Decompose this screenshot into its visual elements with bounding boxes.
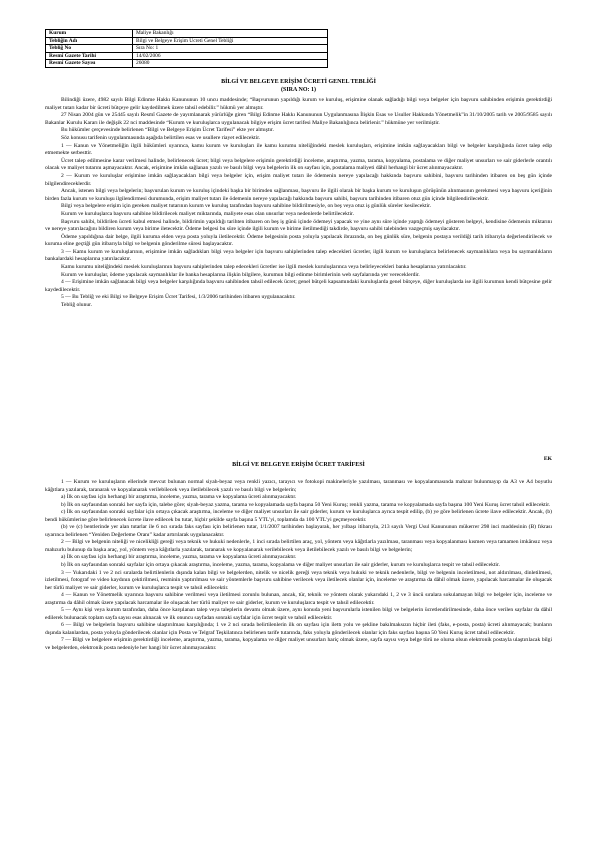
paragraph: Kurum ve kuruluşlar, ödeme yapılacak saymanlıklar ile banka hesaplarına ilişkin bilgilere, kurumun bilgi edinme birimlerinin web sayfalarında yer vereceklerdir. (61, 271, 420, 278)
table-row: Tebliğ No Sıra No: 1 (46, 45, 328, 53)
paragraph: b) İlk on sayfasından sonraki sayfalar için ortaya çıkacak araştırma, inceleme, yazma, tarama, kopyalama ve diğer maliyet unsurları ile sair giderler, kurum ve kuruluşlarca tespit ve tahsil edilecektir. (61, 562, 500, 569)
paragraph: 1 — Kanun ve Yönetmeliğin ilgili hükümleri uyarınca, kamu kurum ve kuruluşları ile kamu kurumu niteliğindeki meslek kuruluşları, erişimine imkân sağlayacakları bilgi ve belgeler karşılığında ücret talep edip etmemekte serbesttir. (45, 142, 552, 157)
paragraph: Bu hükümler çerçevesinde belirlenen “Bilgi ve Belgeye Erişim Ücret Tarifesi” ekte yer almıştır. (61, 127, 274, 134)
table-row: Resmî Gazete Sayısı 26080 (46, 60, 328, 68)
paragraph: 3 — Yukarıdaki 1 ve 2 nci sıralarda belirtilenlerin dışında kalan bilgi ve belgelerden, nitelik ve nicelik gereği veya teknik veya hukuki ve teknik nedenlerle, bilgi ve belgenin inceletilmesi, not aldırılması, dinletilmesi, izletilmesi, fotograf ve video kaydının çektirilmesi, resminin yaptırılması ve sair yöntemlerle başvuru sahibine verilecek veya iletilecek olanlar için, inceleme ve araştırma da dâhil olmak üzere, yapılacak harcamalar ile oluşacak her türlü maliyet ve sair giderler, kurum ve kuruluşlarca tespit ve tahsil edilecektir. (45, 569, 552, 591)
paragraph: Kurum ve kuruluşlarca başvuru sahibine bildirilecek maliyet miktarında, maliyete esas olan unsurlar veya nedenlerde belirtilecektir. (61, 210, 354, 217)
table-row: Resmî Gazete Tarihi 14/02/2006 (46, 52, 328, 60)
paragraph: 5 — Aynı kişi veya kurum tarafından, daha önce karşılanan talep veya taleplerin devamı olmak üzere, aynı konuda yeni başvurularla istenilen bilgi ve belgelerin ücretlendirilmesinde, daha önce verilen sayfalar da dâhil edilerek bulunacak toplam sayfa sayısı esas alınacak ve ilk onuncu sayfadan sonraki sayfalar için ücret tespit ve tahsil edilecektir. (45, 607, 552, 621)
paragraph: 7 — Bilgi ve belgelere erişimin gerektirdiği inceleme, araştırma, yazma, tarama, kopyalama ve diğer maliyet unsurları hariç olmak üzere, sayfa sayısı veya belge türü ne olursa olsun elektronik postayla ulaştırılacak bilgi ve belgelerden, elektronik posta nedeniyle her hangi bir ücret alınmayacaktır. (45, 637, 552, 652)
paragraph: 5 — Bu Tebliğ ve eki Bilgi ve Belgeye Erişim Ücret Tarifesi, 1/3/2006 tarihinden itibaren uygulanacaktır. (61, 294, 296, 301)
table-row: Kurum Maliye Bakanlığı (46, 30, 328, 38)
paragraph: 6 — Bilgi ve belgelerin başvuru sahibine ulaştırılması karşılığında; 1 ve 2 nci sırada belirtilenlerin ilk on sayfası için ilettı yolu ve şekline bakılmaksızın hiçbir ileti (faks, e-posta, posta) ücreti alınmayacak; bunların dışında kalanlardan, posta yoluyla gönderilecek olanlar için Posta ve Telgraf Teşkilatınca belirlenen tarife tutarında, faks yoluyla gönderilecek olanlar için faks sayfası başına 50 Yeni Kuruş ücret tahsil edilecektir. (45, 622, 552, 636)
paragraph: Ancak, istenen bilgi veya belgelerin; başvurulan kurum ve kuruluş içindeki başka bir birimden sağlanması, başvuru ile ilgili olarak bir başka kurum ve kuruluşun görüşünün alınmasının gerekmesi veya başvuru içeriğinin birden fazla kurum ve kuruluşu ilgilendirmesi durumunda, erişim maliyet tutarı ile ödemenin nereye yapılacağı hakkında başvuru sahibi, başvuru tarihinden itibaren otuz gün içinde bilgilendirilecektir. (45, 188, 552, 202)
regulation-info-table (45, 29, 328, 68)
paragraph: Başvuru sahibi, bildirilen ücreti kabul etmesi halinde, bildirimin yapıldığı tarihten itibaren on beş iş günü içinde ödemeyi yapacak ve yine aynı süre içinde yaptığı ödemeyi gösteren belgeyi, kendisine ödemenin miktarını ve nereye yatırılacağını bildiren kurum veya birime iletecektir. Ödeme belgesi bu süre içinde ilgili kurum ve birime iletilmediği takdirde, başvuru sahibi talebinden vazgeçmiş sayılacaktır. (45, 218, 552, 233)
paragraph: Bilgi veya belgelere erişim için gereken maliyet tutarının kurum ve kuruluş tarafından başvuru sahibine bildirilmesiyle, on beş veya otuz iş günlük süreler kesilecektir. (61, 203, 431, 210)
document-subtitle: (SIRA NO: 1) (280, 87, 316, 93)
document-title: BİLGİ VE BELGEYE ERİŞİM ÜCRETİ GENEL TEBLİĞİ (221, 79, 376, 85)
tariff-title: BİLGİ VE BELGEYE ERİŞİM ÜCRET TARİFESİ (232, 462, 365, 468)
paragraph: Ödeme yapıldığına dair belge, ilgili kuruma elden veya posta yoluyla iletilecektir. Ödeme belgesinin posta yoluyla yapılacak ibrazında, on beş günlük süre, belgenin postaya verildiği tarih itibarıyla değerlendirilecek ve kuruma eline geçtiği gün itibarıyla bilgi ve belgenin gönderilme süresi başlayacaktır. (45, 233, 552, 248)
paragraph: 3 — Kamu kurum ve kuruluşlarının, erişimine imkân sağladıkları bilgi veya belgeler için başvuru sahiplerinden talep edecekleri ücretler, ilgili kurum ve kuruluşlarca belirlenecek saymanlıklara veya bu saymanlıkların bankalardaki hesaplarına yatırılacaktır. (45, 248, 552, 263)
annex-label: EK (543, 456, 552, 462)
paragraph: a) İlk on sayfası için herhangi bir araştırma, inceleme, yazma, tarama ve kopyalama ücreti alınmayacaktır. (61, 494, 297, 501)
paragraph: Bilindiği üzere, 4982 sayılı Bilgi Edinme Hakkı Kanununun 10 uncu maddesinde; “Başvurunun yapıldığı kurum ve kuruluş, erişimine olanak sağladığı bilgi veya belgeler için başvuru sahibinden erişimin gerektirdiği maliyet tutarı kadar bir ücreti bütçeye gelir kaydedilmek üzere tahsil edebilir.” hükmü yer almıştır. (45, 97, 552, 111)
paragraph: 4 — Kanun ve Yönetmelik uyarınca başvuru sahibine verilmesi veya iletilmesi zorunlu bulunan, ancak, tür, teknik ve yöntem olarak yukarıdaki 1, 2 ve 3 üncü sıralara sokulamayan bilgi ve belgeler için, inceleme ve araştırma da dâhil olmak üzere yapılacak harcamalar ile oluşacak her türlü maliyet ve sair giderler, kurum ve kuruluşlarca tespit ve tahsil edilecektir. (45, 592, 552, 606)
paragraph: Tebliğ olunur. (61, 302, 93, 309)
paragraph: 2 — Kurum ve kuruluşlar erişimine imkân sağlayacakları bilgi veya belgeler için, erişim maliyet tutarı ile ödemenin nereye yapılacağı hakkında başvuru sahibini, başvuru tarihinden itibaren on beş gün içinde bilgilendireceklerdir. (45, 172, 552, 187)
paragraph: 2 — Bilgi ve belgenin niteliği ve nicelikliği gereği veya teknik ve hukuki nedenlerle, 1 inci sırada belirtilen araç, yol, yöntem veya kâğıtlarla yazılması, taranması veya kopyalanması kısmen veya tamamen imkânsız veya mahzurlu bulunup da başka araç, yol, yöntem veya kâğıtlarla yazılarak, taranarak ve kopyalanarak verilebilecek veya iletilebilecek yazılı ve basılı bilgi ve belgelerin; (45, 539, 552, 553)
table-row: Tebliğin Adı Bilgi ve Belgeye Erişim Ücreti Genel Tebliği (46, 37, 328, 45)
paragraph: Ücret talep edilmesine karar verilmesi halinde, belirlenecek ücret; bilgi veya belgelere erişimin gerektirdiği inceleme, araştırma, yazma, tarama, kopyalama, postalama ve diğer maliyet unsurları ve sair giderlerle orantılı olacak ve maliyet tutarını aşmayacaktır. Ancak, erişimine imkân sağlanan yazılı ve basılı bilgi veya belgelerin ilk on sayfası için, postalama maliyeti dâhil herhangi bir ücret alınmayacaktır. (45, 157, 552, 172)
paragraph: 1 — Kurum ve kuruluşların ellerinde mevcut bulunan normal siyah-beyaz veya renkli yazıcı, tarayıcı ve fotokopi makineleriyle yazılması, taranması ve kopyalanmasında mahzur bulunmayıp da A3 ve A4 boyutlu kâğıtlara yazılarak, taranarak ve kopyalanarak verilebilecek veya iletilebilecek yazılı ve basılı bilgi ve belgelerin; (45, 479, 552, 493)
paragraph: 27 Nisan 2004 gün ve 25445 sayılı Resmî Gazete de yayımlanarak yürürlüğe giren “Bilgi Edinme Hakkı Kanununun Uygulanmasına İlişkin Esas ve Usuller Hakkında Yönetmelik”in 31/10/2005 tarih ve 2005/9585 sayılı Bakanlar Kurulu Kararı ile değişik 22 nci maddesinde “Kurum ve kuruluşlarca uygulanacak bilgiye erişim ücret tarifesi Maliye Bakanlığınca belirlenir.” hükmüne yer verilmiştir. (45, 112, 552, 126)
paragraph: b) İlk on sayfasından sonraki her sayfa için, talebe göre; siyah-beyaz yazma, tarama ve kopyalamada sayfa başına 50 Yeni Kuruş; renkli yazma, tarama ve kopyalamada sayfa başına 100 Yeni Kuruş ücret tahsil edilecektir. (61, 501, 551, 508)
paragraph: a) İlk on sayfası için herhangi bir araştırma, inceleme, yazma, tarama ve kopyalama ücreti alınmayacaktır. (61, 554, 297, 561)
tariff-body (45, 479, 552, 653)
paragraph: 4 — Erişimine imkân sağlanacak bilgi veya belgeler karşılığında başvuru sahibinden tahsil edilecek ücret; genel bütçeli kapsamındaki kuruluşlarda genel bütçeye, diğer kuruluşlarda ise ilgili kurumun kendi bütçesine gelir kaydedilecektir. (45, 279, 552, 293)
paragraph: (b) ve (c) bentlerinde yer alan tutarlar ile 6 ncı sırada faks sayfası için belirlenen tutar, 1/1/2007 tarihinden başlayarak, her yılbaşı itibarıyla, 213 sayılı Vergi Usul Kanununun mükerrer 298 inci maddesinin (B) fıkrası uyarınca belirlenen “Yeniden Değerleme Oranı” kadar artırılarak uygulanacaktır. (45, 524, 552, 538)
paragraph: Söz konusu tarifenin uygulanmasında aşağıda belirtilen esas ve usullere riayet edilecektir. (61, 134, 261, 141)
paragraph: Kamu kurumu niteliğindeki meslek kuruluşlarının başvuru sahiplerinden talep edecekleri ücretler ise ilgili meslek kuruluşlarınca veya belirleyecekleri banka hesaplarına yatırılacaktır. (61, 264, 467, 271)
document-body (45, 97, 552, 310)
paragraph: c) İlk on sayfasından sonraki sayfalar için ortaya çıkacak araştırma, inceleme ve diğer maliyet unsurları ile sair giderler, kurum ve kuruluşlarca ayrıca tespit edilip, (b) ye göre belirlenen ücrete ilave edilecektir. Ancak, (b) bendi hükümlerine göre belirlenecek ücrete ilave edilecek bu tutar, hiçbir şekilde sayfa başına 5 YTL'yi, toplamda da 100 YTL'yi geçmeyecektir. (45, 509, 552, 523)
